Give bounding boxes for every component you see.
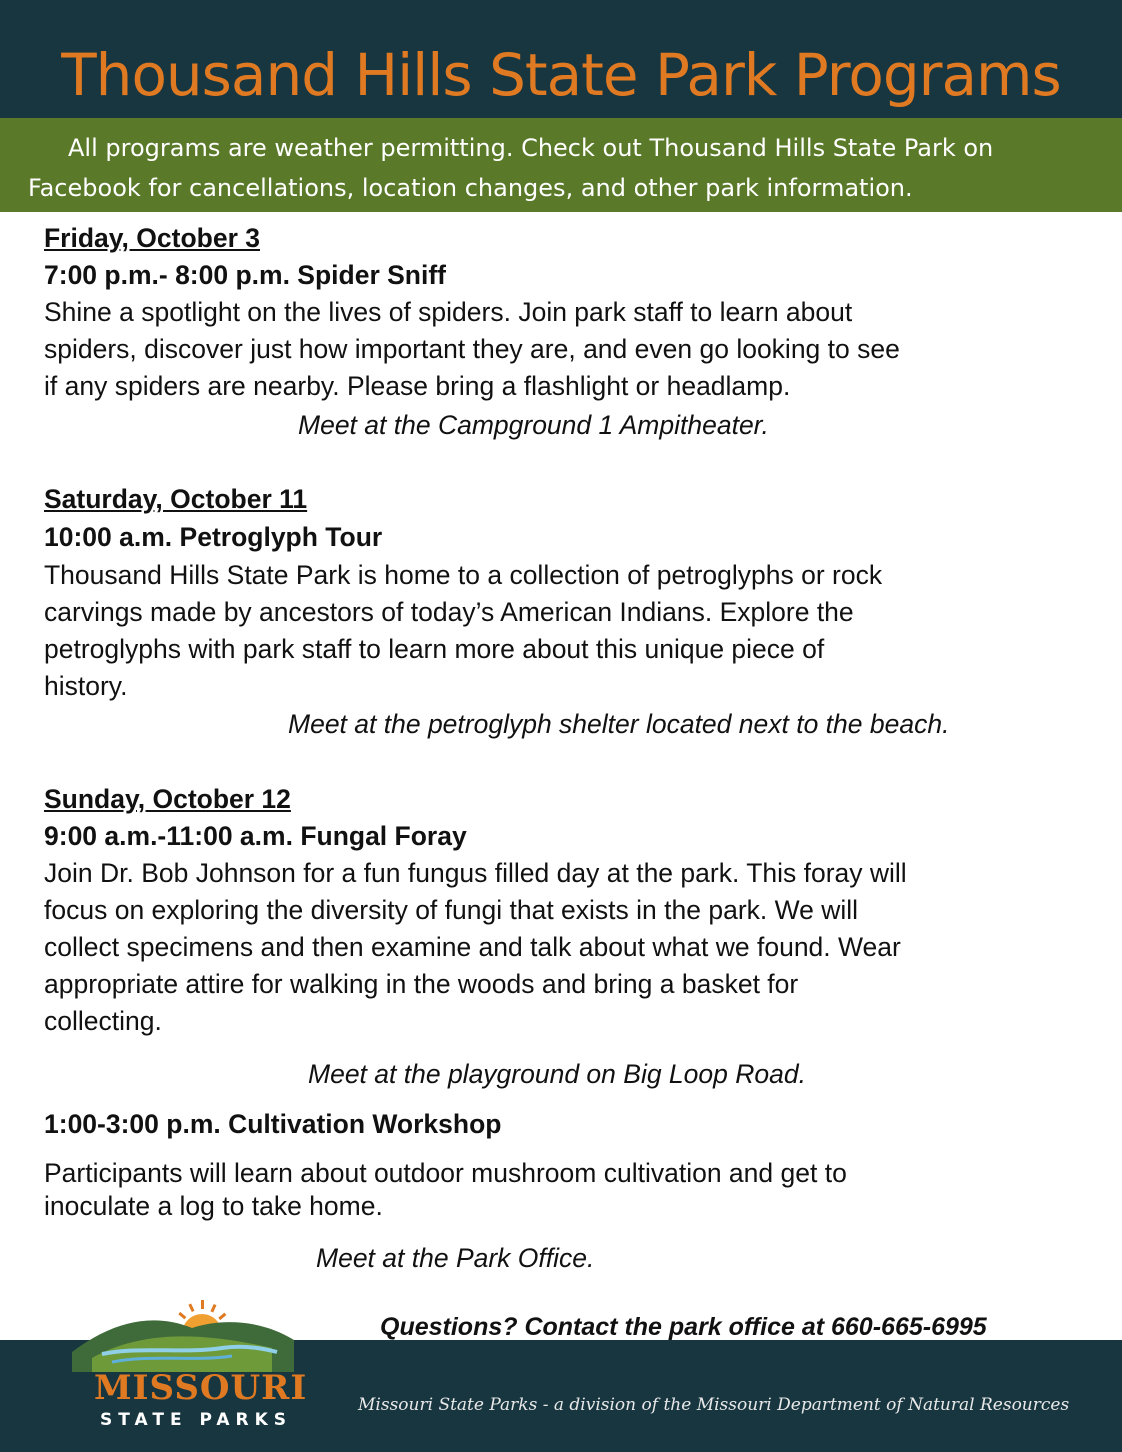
description-line: focus on exploring the diversity of fungi that exists in the park. We will xyxy=(44,895,859,925)
event-date: Sunday, October 12 xyxy=(44,784,291,814)
page-title: Thousand Hills State Park Programs xyxy=(61,41,1061,109)
event-program: 1:00-3:00 p.m. Cultivation Workshop xyxy=(44,1109,502,1139)
event-program: 10:00 a.m. Petroglyph Tour xyxy=(44,522,383,552)
description-line: collecting. xyxy=(44,1006,162,1036)
event-description xyxy=(44,294,1094,405)
description-line: inoculate a log to take home. xyxy=(44,1191,383,1221)
event-date: Saturday, October 11 xyxy=(44,484,308,514)
missouri-state-parks-logo xyxy=(72,1292,308,1452)
event-program: 9:00 a.m.-11:00 a.m. Fungal Foray xyxy=(44,821,467,851)
event-program: 7:00 p.m.- 8:00 p.m. Spider Sniff xyxy=(44,260,447,290)
notice-text xyxy=(28,128,1108,208)
event-date: Friday, October 3 xyxy=(44,223,260,253)
description-line: carvings made by ancestors of today’s American Indians. Explore the xyxy=(44,597,854,627)
logo-wordmark: MISSOURI xyxy=(94,1368,308,1408)
park-landscape-icon xyxy=(72,1292,294,1372)
event-description xyxy=(44,855,1094,1040)
notice-line-1: All programs are weather permitting. Check out Thousand Hills State Park on xyxy=(68,134,994,162)
logo-subtitle: STATE PARKS xyxy=(100,1410,293,1430)
description-line: Join Dr. Bob Johnson for a fun fungus filled day at the park. This foray will xyxy=(44,858,907,888)
description-line: history. xyxy=(44,671,128,701)
description-line: if any spiders are nearby. Please bring a flashlight or headlamp. xyxy=(44,371,791,401)
description-line: spiders, discover just how important they are, and even go looking to see xyxy=(44,334,900,364)
division-credit: Missouri State Parks - a division of the Missouri Department of Natural Resources xyxy=(358,1395,1070,1415)
event-meet-location: Meet at the Campground 1 Ampitheater. xyxy=(298,410,769,440)
event-meet-location: Meet at the petroglyph shelter located next to the beach. xyxy=(288,709,950,739)
description-line: Shine a spotlight on the lives of spiders. Join park staff to learn about xyxy=(44,297,853,327)
description-line: appropriate attire for walking in the woods and bring a basket for xyxy=(44,969,799,999)
description-line: collect specimens and then examine and talk about what we found. Wear xyxy=(44,932,901,962)
event-description xyxy=(44,557,1094,705)
description-line: Thousand Hills State Park is home to a collection of petroglyphs or rock xyxy=(44,560,883,590)
notice-line-2: Facebook for cancellations, location changes, and other park information. xyxy=(28,174,913,202)
contact-line: Questions? Contact the park office at 660-665-6995 xyxy=(380,1313,987,1341)
event-meet-location: Meet at the playground on Big Loop Road. xyxy=(308,1059,806,1089)
description-line: petroglyphs with park staff to learn more about this unique piece of xyxy=(44,634,825,664)
description-line: Participants will learn about outdoor mushroom cultivation and get to xyxy=(44,1158,847,1188)
event-description xyxy=(44,1157,1094,1223)
event-meet-location: Meet at the Park Office. xyxy=(316,1243,595,1273)
